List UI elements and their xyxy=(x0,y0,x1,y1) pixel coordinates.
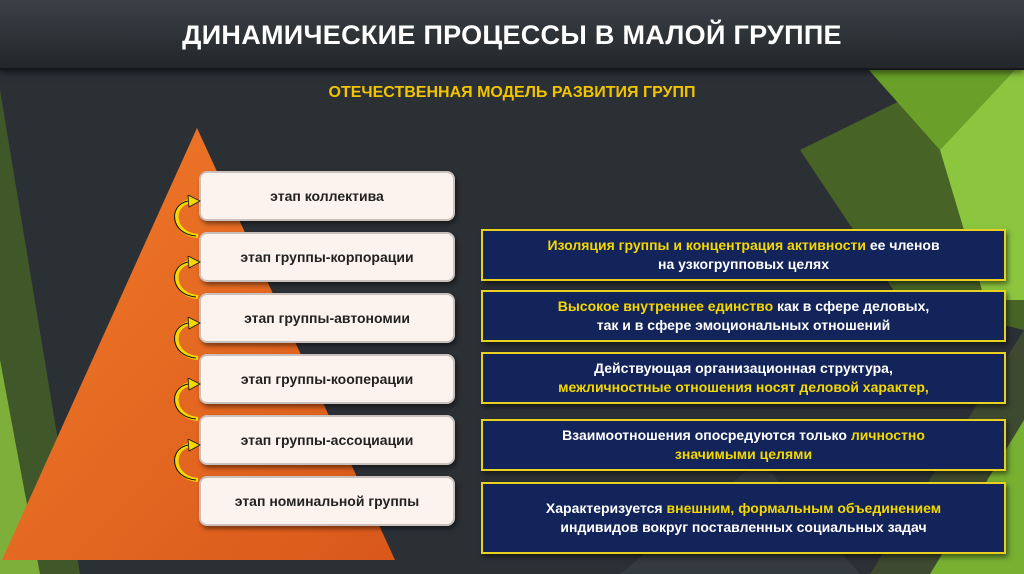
curved-up-arrow-icon xyxy=(160,317,205,361)
desc-text: Характеризуется xyxy=(545,500,667,516)
description-association xyxy=(481,419,1006,471)
stage-corporation: этап группы-корпорации xyxy=(199,232,455,282)
stage-autonomy: этап группы-автономии xyxy=(199,293,455,343)
desc-text: индивидов вокруг поставленных социальных задач xyxy=(560,519,927,535)
desc-highlight: внешним, формальным объединением xyxy=(666,500,942,516)
stage-nominal: этап номинальной группы xyxy=(199,476,455,526)
desc-text: Взаимоотношения опосредуются только xyxy=(562,427,851,443)
stage-cooperation: этап группы-кооперации xyxy=(199,354,455,404)
desc-text: Действующая организационная структура, xyxy=(594,360,893,376)
desc-text: ее членов xyxy=(865,237,940,253)
desc-highlight: Высокое внутреннее единство xyxy=(557,298,774,314)
desc-highlight: межличностные отношения носят деловой характер, xyxy=(558,379,929,395)
desc-text: так и в сфере эмоциональных отношений xyxy=(596,317,891,333)
desc-text: как в сфере деловых, xyxy=(773,298,930,314)
page-title: ДИНАМИЧЕСКИЕ ПРОЦЕССЫ В МАЛОЙ ГРУППЕ xyxy=(182,20,842,50)
curved-up-arrow-icon xyxy=(160,439,205,483)
description-nominal xyxy=(481,482,1006,554)
curved-up-arrow-icon xyxy=(160,256,205,300)
description-cooperation xyxy=(481,352,1006,404)
desc-highlight: личностно xyxy=(850,427,925,443)
desc-text: на узкогрупповых целях xyxy=(658,256,829,272)
curved-up-arrow-icon xyxy=(160,195,205,239)
stage-collective: этап коллектива xyxy=(199,171,455,221)
desc-highlight: значимыми целями xyxy=(674,446,813,462)
diagram-subtitle: ОТЕЧЕСТВЕННАЯ МОДЕЛЬ РАЗВИТИЯ ГРУПП xyxy=(328,84,696,101)
desc-highlight: Изоляция группы и концентрация активности xyxy=(547,237,866,253)
description-autonomy xyxy=(481,290,1006,342)
curved-up-arrow-icon xyxy=(160,378,205,422)
stage-association: этап группы-ассоциации xyxy=(199,415,455,465)
description-corporation xyxy=(481,229,1006,281)
